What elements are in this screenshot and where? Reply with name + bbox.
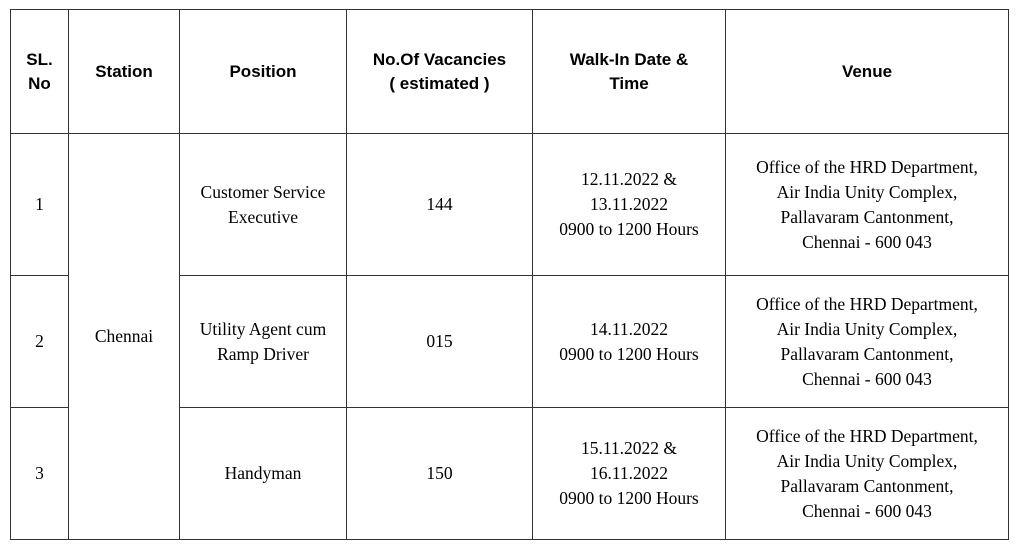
venue-text: Air India Unity Complex, (776, 450, 958, 471)
header-venue (726, 10, 1009, 134)
walkin-text: 0900 to 1200 Hours (559, 343, 699, 364)
position-text: Customer Service (200, 181, 326, 202)
venue-text: Air India Unity Complex, (776, 318, 958, 339)
cell-sl-no (11, 276, 69, 408)
venue-text: Pallavaram Cantonment, (780, 206, 954, 227)
venue-text: Chennai - 600 043 (802, 231, 932, 252)
position-text: Handyman (224, 463, 302, 483)
header-text: Time (609, 73, 649, 93)
header-text: Position (229, 61, 297, 81)
walkin-text: 15.11.2022 & (580, 438, 678, 458)
venue-text: Office of the HRD Department, (756, 293, 978, 314)
header-vacancies (347, 10, 533, 134)
header-text: Walk-In Date & (569, 49, 689, 69)
header-text: Venue (841, 61, 893, 81)
vacancies-text: 015 (426, 331, 453, 351)
vacancy-table (10, 9, 1009, 540)
cell-vacancies (347, 134, 533, 276)
cell-sl-no (11, 408, 69, 540)
venue-text: Chennai - 600 043 (802, 500, 932, 521)
cell-position (180, 276, 347, 408)
walkin-text: 0900 to 1200 Hours (559, 219, 699, 239)
header-walkin (533, 10, 726, 134)
header-text: ( estimated ) (389, 73, 490, 93)
header-position (180, 10, 347, 134)
vacancies-text: 150 (426, 463, 453, 483)
cell-sl-no (11, 134, 69, 276)
venue-text: Office of the HRD Department, (756, 425, 978, 446)
sl-no-text: 1 (35, 194, 44, 214)
vacancies-text: 144 (426, 194, 453, 214)
cell-vacancies (347, 276, 533, 408)
cell-walkin (533, 276, 726, 408)
walkin-text: 13.11.2022 (589, 194, 669, 214)
venue-text: Air India Unity Complex, (776, 181, 958, 202)
cell-walkin (533, 134, 726, 276)
walkin-text: 14.11.2022 (589, 318, 669, 339)
header-text: SL. (26, 49, 53, 69)
header-text: No.Of Vacancies (372, 49, 507, 69)
venue-text: Chennai - 600 043 (802, 368, 932, 389)
walkin-text: 0900 to 1200 Hours (559, 488, 699, 508)
cell-station (69, 134, 180, 540)
cell-venue (726, 276, 1009, 408)
position-text: Utility Agent cum (199, 318, 327, 339)
cell-vacancies (347, 408, 533, 540)
header-text: Station (95, 61, 153, 81)
venue-text: Pallavaram Cantonment, (780, 343, 954, 364)
walkin-text: 12.11.2022 & (580, 169, 678, 189)
table-row (11, 134, 1009, 276)
header-row (11, 10, 1009, 134)
cell-position (180, 134, 347, 276)
cell-walkin (533, 408, 726, 540)
venue-text: Pallavaram Cantonment, (780, 475, 954, 496)
header-text: No (28, 73, 51, 93)
sl-no-text: 3 (35, 463, 44, 483)
cell-venue (726, 134, 1009, 276)
header-sl-no (11, 10, 69, 134)
position-text: Ramp Driver (217, 343, 309, 364)
cell-venue (726, 408, 1009, 540)
position-text: Executive (228, 206, 298, 227)
station-text: Chennai (94, 326, 154, 346)
header-station (69, 10, 180, 134)
venue-text: Office of the HRD Department, (756, 156, 978, 177)
walkin-text: 16.11.2022 (589, 463, 669, 483)
cell-position (180, 408, 347, 540)
sl-no-text: 2 (35, 331, 44, 351)
